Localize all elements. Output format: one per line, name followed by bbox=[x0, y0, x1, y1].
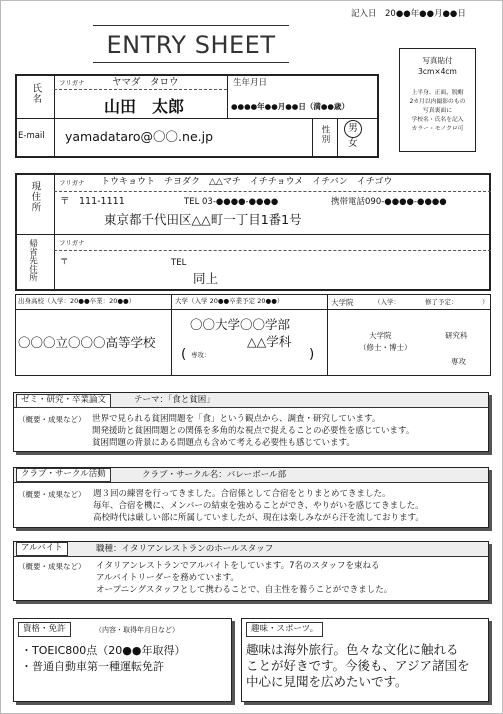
photo-note: 写真裏面に bbox=[423, 108, 452, 114]
photo-box bbox=[399, 48, 476, 152]
photo-title: 写真貼付 bbox=[422, 56, 453, 65]
address-furigana: トウキョウト チヨダク △△マチ イチチョウメ イチバン イチゴウ bbox=[101, 177, 393, 187]
parttime-desc-label: （概要・成果など） bbox=[18, 562, 86, 571]
univ-line2: △△学科 bbox=[247, 334, 292, 349]
gender-label: 性別 bbox=[320, 125, 331, 144]
email-value: yamadataro@〇〇.ne.jp bbox=[65, 129, 214, 144]
photo-size: 3cm×4cm bbox=[418, 67, 457, 76]
name-label: 氏名 bbox=[30, 83, 42, 104]
univ-head: 大学（入学 20●●卒業予定 20●●） bbox=[175, 297, 284, 305]
seminar-label: ゼミ・研究・卒業論文 bbox=[16, 394, 111, 408]
hs-head: 出身高校（入学：20●●卒業：20●●） bbox=[18, 297, 136, 305]
seminar-line: 開発援助と貧困問題との関係を多角的な視点で捉えることの必要性を感じています。 bbox=[92, 426, 415, 436]
grad-type: （修士・博士） bbox=[359, 343, 412, 352]
divider bbox=[227, 74, 228, 118]
seminar-desc-label: （概要・成果など） bbox=[18, 415, 86, 424]
divider bbox=[54, 74, 55, 158]
club-label: クラブ・サークル活動 bbox=[16, 468, 111, 482]
license-sub: （内容・取得年月日など） bbox=[95, 626, 179, 634]
parttime-job: 職種：イタリアンレストランのホールスタッフ bbox=[96, 544, 274, 554]
club-desc bbox=[93, 488, 424, 524]
photo-note: 2カ月以内撮影のもの bbox=[409, 99, 466, 105]
parttime-line: イタリアンレストランでアルバイトをしています。7名のスタッフを束ねる bbox=[96, 561, 380, 571]
photo-note: 学校名・氏名を記入 bbox=[411, 117, 464, 123]
photo-note: 上半身、正面、脱帽 bbox=[411, 90, 464, 96]
home-tel: TEL bbox=[171, 258, 187, 268]
page-title: ENTRY SHEET bbox=[106, 31, 276, 59]
name-value: 山田 太郎 bbox=[104, 97, 185, 116]
divider bbox=[15, 118, 379, 119]
grad-close: ） bbox=[482, 298, 489, 306]
title-frame bbox=[93, 25, 289, 63]
club-line: 週３回の練習を行ってきました。合宿係として合宿をとりまとめてきました。 bbox=[93, 489, 391, 499]
date-line: 記入日 20●●年●●月●●日 bbox=[351, 9, 466, 19]
univ-major-label: 専攻： bbox=[191, 351, 211, 359]
grad-head: 大学院 bbox=[331, 298, 354, 307]
divider bbox=[54, 250, 491, 251]
photo-note: カラー・モノクロ可 bbox=[411, 126, 464, 132]
hobby-line: 趣味は海外旅行。色々な文化に触れる bbox=[246, 642, 459, 657]
divider bbox=[312, 118, 313, 158]
divider bbox=[54, 191, 491, 192]
address-furigana-label: フリガナ bbox=[59, 179, 85, 187]
grad-major: 専攻 bbox=[451, 357, 466, 366]
email-label: E-mail bbox=[18, 131, 45, 141]
home-postal: 〒 bbox=[60, 257, 69, 267]
paren: ) bbox=[309, 346, 315, 362]
license-item: ・普通自動車第一種運転免許 bbox=[21, 660, 164, 673]
hs-value: 〇〇〇立〇〇〇高等学校 bbox=[18, 335, 156, 350]
hobby-text bbox=[246, 642, 470, 690]
grad-entry: （入学： bbox=[374, 298, 400, 306]
grad-dept: 研究科 bbox=[445, 331, 468, 340]
divider bbox=[337, 118, 338, 158]
club-name: クラブ・サークル名：バレーボール部 bbox=[142, 470, 287, 480]
parttime-desc bbox=[96, 560, 392, 596]
seminar-line: 世界で見られる貧困問題を「食」という観点から、調査・研究しています。 bbox=[92, 414, 381, 424]
parttime-line: アルバイトリーダーを務めています。 bbox=[96, 573, 239, 583]
address-mobile: 携帯電話090-●●●●-●●●● bbox=[331, 197, 447, 207]
divider bbox=[15, 234, 491, 235]
license-item: ・TOEIC800点（20●●年取得） bbox=[21, 644, 186, 657]
address-label: 現住所 bbox=[29, 181, 41, 213]
home-furigana-label: フリガナ bbox=[59, 239, 85, 247]
license-label: 資格・免許 bbox=[18, 622, 71, 637]
license-list bbox=[21, 643, 185, 675]
univ-line1: 〇〇大学〇〇学部 bbox=[190, 317, 291, 332]
home-value: 同上 bbox=[193, 271, 219, 286]
home-label: 帰省先住所 bbox=[27, 239, 38, 282]
parttime-line: オープニングスタッフとして携わることで、自主性を養うことができました。 bbox=[96, 585, 393, 595]
parttime-label: アルバイト bbox=[16, 542, 68, 556]
grad-name: 大学院 bbox=[369, 331, 392, 340]
club-desc-label: （概要・成果など） bbox=[18, 490, 86, 499]
birth-label: 生年月日 bbox=[233, 78, 268, 88]
address-postal: 〒 111-1111 bbox=[60, 196, 125, 207]
address-value: 東京都千代田区△△町一丁目1番1号 bbox=[104, 212, 302, 227]
name-furigana-label: フリガナ bbox=[59, 79, 85, 87]
divider bbox=[327, 294, 328, 376]
paren: ( bbox=[181, 346, 187, 362]
divider bbox=[15, 309, 491, 310]
hobby-label: 趣味・スポーツ。 bbox=[246, 622, 323, 637]
seminar-theme: テーマ：「食と貧困」 bbox=[134, 395, 215, 405]
seminar-line: 貧困問題の背景にある問題点も含めて考える必要性も感じています。 bbox=[92, 438, 355, 448]
grad-finish: 修了予定： bbox=[425, 298, 458, 306]
birth-value: ●●●●年●●月●●日（満●●歳） bbox=[231, 102, 349, 111]
photo-notes bbox=[400, 89, 475, 134]
club-line: 毎年、合宿を機に、メンバーの結束を強めることができ、やりがいを感じてきました。 bbox=[93, 501, 424, 511]
hobby-line: 中心に見聞を広めたいです。 bbox=[246, 674, 408, 689]
name-furigana: ヤマダ タロウ bbox=[112, 77, 179, 88]
club-line: 高校時代は厳しい部に所属していましたが、現在は楽しみながら汗を流しております。 bbox=[93, 513, 424, 523]
seminar-desc bbox=[92, 413, 414, 449]
address-tel: TEL 03-●●●●-●●●● bbox=[184, 197, 279, 207]
hobby-line: ことが好きです。今後も、アジア諸国を bbox=[246, 658, 470, 673]
gender-female: 女 bbox=[348, 138, 358, 149]
gender-male-circled: 男 bbox=[344, 120, 362, 138]
divider bbox=[171, 294, 172, 376]
